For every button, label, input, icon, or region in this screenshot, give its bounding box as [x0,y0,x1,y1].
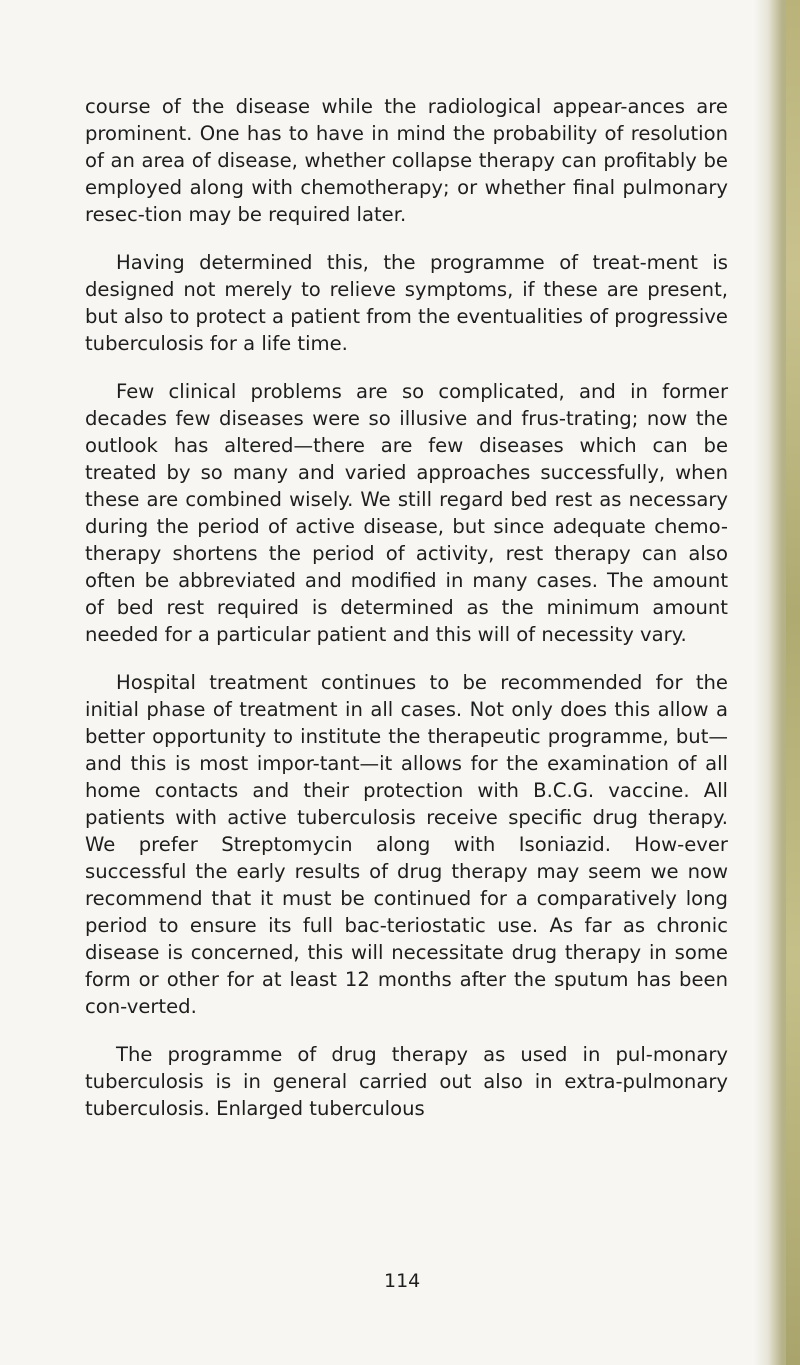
paragraph-continuation: course of the disease while the radiological appear-ances are prominent. One has to have in mind the probability of resolution of an area of disease, whether collapse therapy can profitably be employed along with chemotherapy; or whether final pulmonary resec-tion may be required later. [85,95,728,226]
page-edge-binding [786,0,800,1365]
body-text [85,93,728,1143]
paragraph-hospital-treatment: Hospital treatment continues to be recommended for the initial phase of treatment in all cases. Not only does this allow a better opportunity to institute the therapeutic programme, but—and this is most impor-tant—it allows for the examination of all home contacts and their protection with B.C.G. vaccine. All patients with active tuberculosis receive specific drug therapy. We prefer Streptomycin along with Isoniazid. How-ever successful the early results of drug therapy may seem we now recommend that it must be continued for a comparatively long period to ensure its full bac-teriostatic use. As far as chronic disease is concerned, this will necessitate drug therapy in some form or other for at least 12 months after the sputum has been con-verted. [85,671,728,1018]
page-number: 114 [384,1270,421,1292]
paragraph-treatment-programme: Having determined this, the programme of treat-ment is designed not merely to relieve symptoms, if these are present, but also to protect a patient from the eventualities of progressive tuberculosis for a life time. [85,251,728,355]
paragraph-drug-therapy: The programme of drug therapy as used in pul-monary tuberculosis is in general carried out also in extra-pulmonary tuberculosis. Enlarged tuberculous [85,1043,728,1120]
paragraph-clinical-problems: Few clinical problems are so complicated, and in former decades few diseases were so illusive and frus-trating; now the outlook has altered—there are few diseases which can be treated by so many and varied approaches successfully, when these are combined wisely. We still regard bed rest as necessary during the period of active disease, but since adequate chemo-therapy shortens the period of activity, rest therapy can also often be abbreviated and modified in many cases. The amount of bed rest required is determined as the minimum amount needed for a particular patient and this will of necessity vary. [85,380,728,646]
